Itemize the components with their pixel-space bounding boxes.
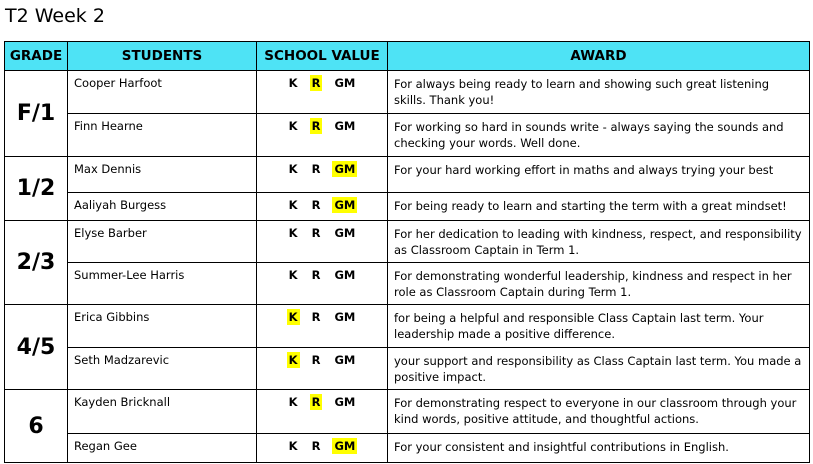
value-k-label: K (288, 162, 298, 176)
school-value-cell (257, 263, 388, 305)
value-r-label: R (311, 226, 321, 240)
value-gm-label: GM (334, 76, 356, 90)
value-r-label: R (311, 353, 321, 367)
value-k-label: K (288, 353, 298, 367)
value-gm-label: GM (334, 439, 356, 453)
award-text: For her dedication to leading with kindness, respect, and responsibility as Classroom Captain in Term 1. (388, 221, 810, 263)
value-r-label: R (311, 310, 321, 324)
value-r-label: R (311, 198, 321, 212)
school-value-cell (257, 434, 388, 463)
award-text: your support and responsibility as Class Captain last term. You made a positive impact. (388, 348, 810, 390)
table-row (5, 390, 810, 434)
header-row (5, 42, 810, 71)
value-r-label: R (311, 76, 321, 90)
student-name: Cooper Harfoot (68, 71, 257, 114)
student-name: Max Dennis (68, 157, 257, 193)
award-text: For your consistent and insightful contributions in English. (388, 434, 810, 463)
value-gm-label: GM (334, 395, 356, 409)
grade-cell: 1/2 (5, 157, 68, 221)
table-row (5, 71, 810, 114)
value-k-label: K (288, 76, 298, 90)
value-k-label: K (288, 226, 298, 240)
table-row (5, 157, 810, 193)
value-gm-label: GM (334, 226, 356, 240)
value-gm-label: GM (334, 268, 356, 282)
value-r-label: R (311, 439, 321, 453)
award-text: For always being ready to learn and showing such great listening skills. Thank you! (388, 71, 810, 114)
value-k-label: K (288, 119, 298, 133)
value-gm-label: GM (334, 198, 356, 212)
table-row (5, 114, 810, 157)
value-k-label: K (288, 268, 298, 282)
student-name: Seth Madzarevic (68, 348, 257, 390)
value-gm-label: GM (334, 310, 356, 324)
award-text: For being ready to learn and starting the term with a great mindset! (388, 193, 810, 221)
students-header: STUDENTS (68, 42, 257, 71)
value-k-label: K (288, 310, 298, 324)
grade-cell: F/1 (5, 71, 68, 157)
table-row (5, 348, 810, 390)
value-r-label: R (311, 119, 321, 133)
award-text: For demonstrating respect to everyone in our classroom through your kind words, positive attitude, and thoughtful actions. (388, 390, 810, 434)
award-text: For working so hard in sounds write - always saying the sounds and checking your words. Well done. (388, 114, 810, 157)
award-text: For demonstrating wonderful leadership, kindness and respect in her role as Classroom Captain during Term 1. (388, 263, 810, 305)
student-name: Erica Gibbins (68, 305, 257, 348)
school-value-cell (257, 71, 388, 114)
student-name: Aaliyah Burgess (68, 193, 257, 221)
grade-cell: 6 (5, 390, 68, 463)
table-row (5, 263, 810, 305)
table-row (5, 434, 810, 463)
student-name: Regan Gee (68, 434, 257, 463)
value-k-label: K (288, 395, 298, 409)
table-row (5, 305, 810, 348)
value-gm-label: GM (334, 119, 356, 133)
value-gm-label: GM (334, 162, 356, 176)
value-gm-label: GM (334, 353, 356, 367)
value-r-label: R (311, 162, 321, 176)
grade-cell: 2/3 (5, 221, 68, 305)
award-header: AWARD (388, 42, 810, 71)
table-row (5, 221, 810, 263)
value-k-label: K (288, 439, 298, 453)
grade-cell: 4/5 (5, 305, 68, 390)
school-value-cell (257, 193, 388, 221)
school-value-cell (257, 305, 388, 348)
school-value-cell (257, 348, 388, 390)
student-name: Summer-Lee Harris (68, 263, 257, 305)
student-name: Kayden Bricknall (68, 390, 257, 434)
table-row (5, 193, 810, 221)
student-name: Finn Hearne (68, 114, 257, 157)
student-name: Elyse Barber (68, 221, 257, 263)
award-text: for being a helpful and responsible Class Captain last term. Your leadership made a positive difference. (388, 305, 810, 348)
school-value-cell (257, 221, 388, 263)
value-r-label: R (311, 268, 321, 282)
school-value-cell (257, 390, 388, 434)
value-r-label: R (311, 395, 321, 409)
school-value-cell (257, 157, 388, 193)
grade-header: GRADE (5, 42, 68, 71)
page-title: T2 Week 2 (5, 5, 105, 27)
award-text: For your hard working effort in maths and always trying your best (388, 157, 810, 193)
school-value-header: SCHOOL VALUE (257, 42, 388, 71)
value-k-label: K (288, 198, 298, 212)
school-value-cell (257, 114, 388, 157)
awards-body (5, 71, 810, 463)
awards-table (4, 41, 810, 463)
